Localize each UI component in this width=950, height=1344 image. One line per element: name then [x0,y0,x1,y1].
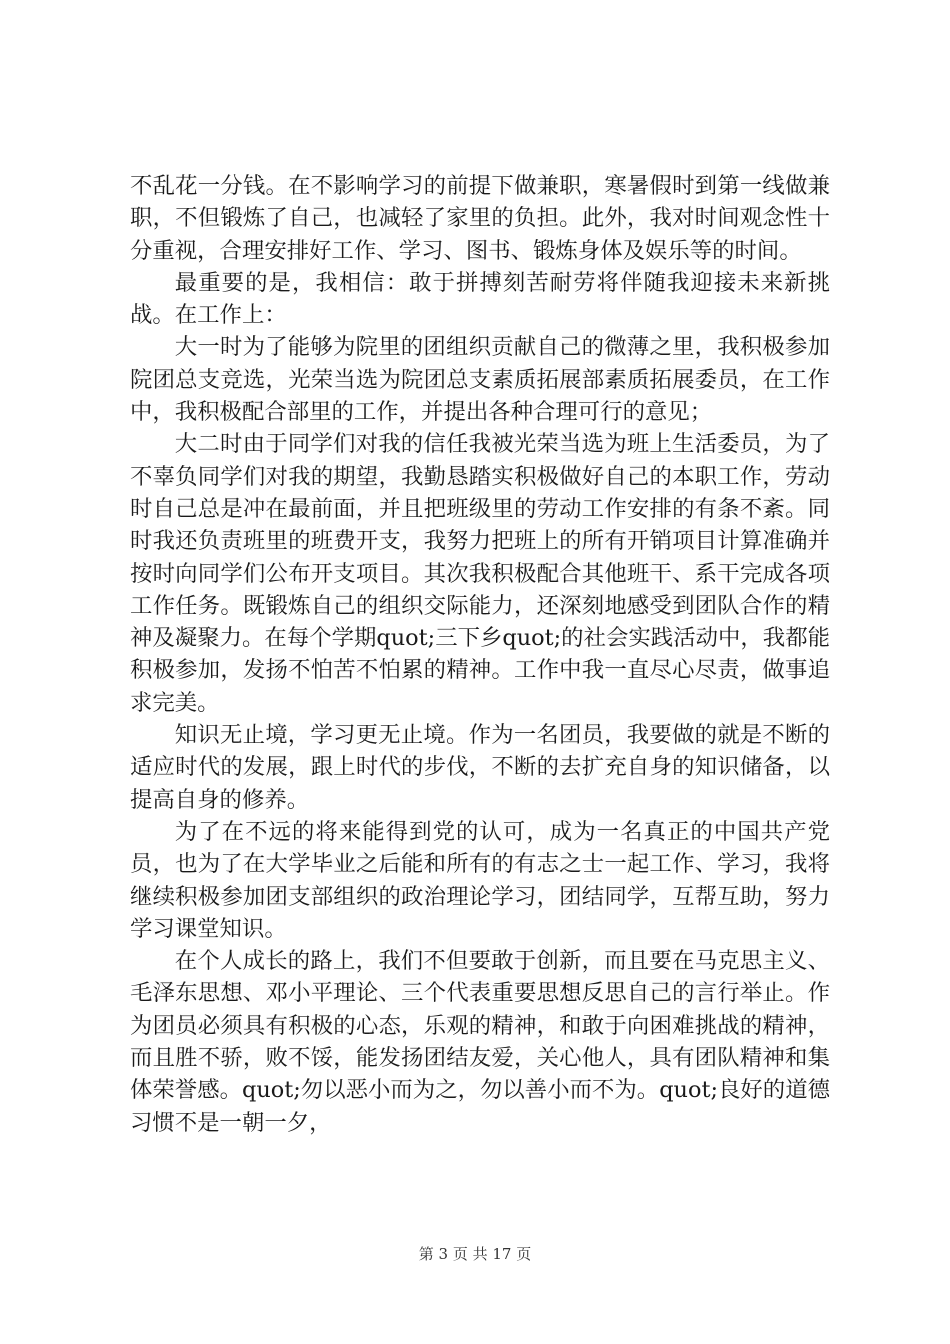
paragraph: 大二时由于同学们对我的信任我被光荣当选为班上生活委员，为了不辜负同学们对我的期望，我勤恳踏实积极做好自己的本职工作，劳动时自己总是冲在最前面，并且把班级里的劳动工作安排的有条不紊。同时我还负责班里的班费开支，我努力把班上的所有开销项目计算准确并按时向同学们公布开支项目。其次我积极配合其他班干、系干完成各项工作任务。既锻炼自己的组织交际能力，还深刻地感受到团队合作的精神及凝聚力。在每个学期quot;三下乡quot;的社会实践活动中，我都能积极参加，发扬不怕苦不怕累的精神。工作中我一直尽心尽责，做事追求完美。 [130,431,830,716]
page-number-footer: 第 3 页 共 17 页 [418,1245,532,1263]
document-body [130,170,830,1139]
paragraph: 知识无止境，学习更无止境。作为一名团员，我要做的就是不断的适应时代的发展，跟上时代的步伐，不断的去扩充自身的知识储备，以提高自身的修养。 [130,722,830,813]
paragraph: 大一时为了能够为院里的团组织贡献自己的微薄之里，我积极参加院团总支竞选，光荣当选为院团总支素质拓展部素质拓展委员，在工作中，我积极配合部里的工作，并提出各种合理可行的意见； [130,334,830,426]
paragraph: 在个人成长的路上，我们不但要敢于创新，而且要在马克思主义、毛泽东思想、邓小平理论、三个代表重要思想反思自己的言行举止。作为团员必须具有积极的心态，乐观的精神，和敢于向困难挑战的精神，而且胜不骄，败不馁，能发扬团结友爱，关心他人，具有团队精神和集体荣誉感。quot;勿以恶小而为之，勿以善小而不为。quot;良好的道德习惯不是一朝一夕， [130,948,830,1136]
paragraph: 为了在不远的将来能得到党的认可，成为一名真正的中国共产党员，也为了在大学毕业之后能和所有的有志之士一起工作、学习，我将继续积极参加团支部组织的政治理论学习，团结同学，互帮互助，努力学习课堂知识。 [130,818,830,942]
paragraph: 最重要的是，我相信：敢于拼搏刻苦耐劳将伴随我迎接未来新挑战。在工作上： [130,269,830,329]
paragraph-continuation: 不乱花一分钱。在不影响学习的前提下做兼职，寒暑假时到第一线做兼职，不但锻炼了自己，也减轻了家里的负担。此外，我对时间观念性十分重视，合理安排好工作、学习、图书、锻炼身体及娱乐等的时间。 [130,173,830,264]
